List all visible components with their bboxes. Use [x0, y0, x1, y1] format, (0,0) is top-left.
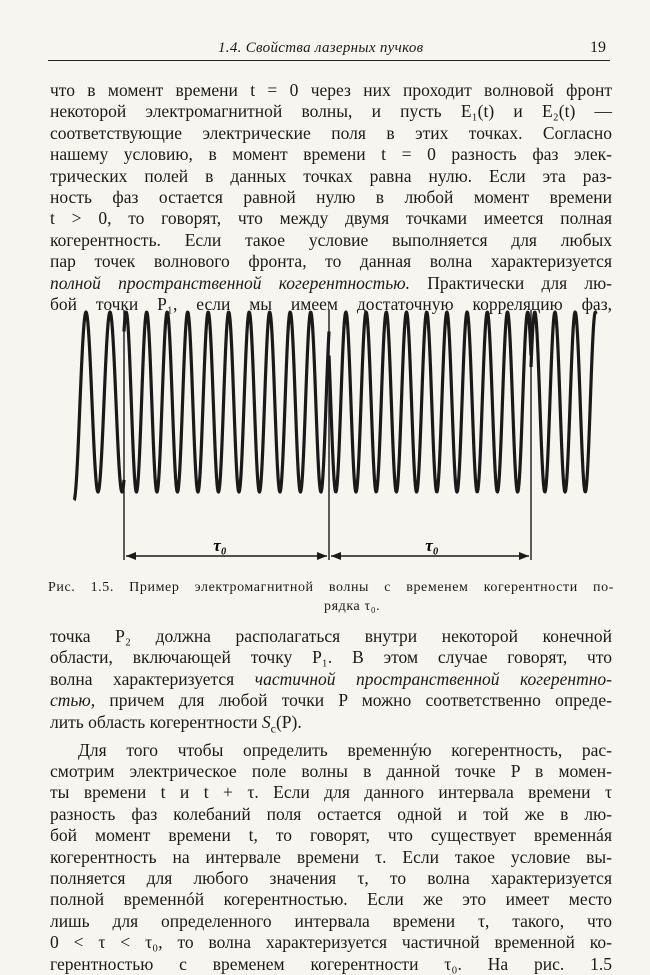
text-line: Для того чтобы определить временнýю когерентность, рас- — [78, 739, 612, 760]
text-line: герентностью с временем когерентности τ₀. На рис. 1.5 — [50, 953, 612, 974]
text-line: области, включающей точку P₁. В этом случае говорят, что — [50, 647, 612, 668]
wave-segment-2 — [124, 312, 329, 492]
text-line: ность фаз остается равной нулю в любой момент времени — [50, 187, 612, 208]
text-line: 0 < τ < τ₀, то волна характеризуется частичной временной ко- — [50, 932, 612, 953]
text-line: ты времени t и t + τ. Если для данного интервала времени τ — [50, 782, 612, 803]
text-line: разность фаз колебаний поля остается одной и той же в лю- — [50, 803, 612, 824]
text-line: нашему условию, в момент времени t = 0 разность фаз элек- — [50, 144, 612, 165]
text-line: лишь для определенного интервала времени τ, такого, что — [50, 910, 612, 931]
text-line: некоторой электромагнитной волны, и пусть E₁(t) и E₂(t) — — [50, 101, 612, 122]
text-line: t > 0, то говорят, что между двумя точками имеется полная — [50, 208, 612, 229]
text-line: полняется для любого значения τ, то волна характеризуется — [50, 867, 612, 888]
text-line: лить область когерентности $S_c(P)$. — [50, 711, 302, 736]
wave-figure — [60, 302, 600, 577]
text-line: бой момент времени t, то говорят, что существует временнáя — [50, 825, 612, 846]
text-line: когерентность. Если такое условие выполняется для любых — [50, 229, 612, 250]
wave-segment-3 — [329, 312, 531, 492]
wave-segment-1 — [74, 312, 124, 500]
text-line: полной пространственной когерентностью. Практически для лю- — [50, 272, 613, 293]
text-line: что в момент времени t = 0 через них проходит волновой фронт — [50, 80, 612, 100]
bottom-paragraphs — [50, 626, 612, 975]
caption-line-2: рядка τ₀. — [324, 599, 381, 614]
text-line: бой точки P₁, если мы имеем достаточную корреляцию фаз, — [50, 294, 612, 315]
text-line: соответствующие электрические поля в этих точках. Согласно — [50, 122, 612, 143]
text-line: смотрим электрическое поле волны в данной точке P в момен- — [50, 760, 612, 781]
text-line: трических полей в данных точках равна нулю. Если эта раз- — [50, 165, 612, 186]
running-head: 1.4. Свойства лазерных пучков — [218, 40, 424, 56]
wave-diagram — [60, 302, 600, 577]
caption-line-1: Рис. 1.5. Пример электромагнитной волны с временем когерентности по- — [48, 580, 614, 595]
page-number: 19 — [590, 39, 606, 56]
figure-caption — [48, 578, 614, 616]
page-header — [48, 38, 610, 61]
tau-label-2: τ₀ — [425, 536, 439, 555]
tau-label-1: τ₀ — [213, 536, 227, 555]
text-line: волна характеризуется частичной пространственной когерентно- — [50, 668, 612, 689]
text-line: полной временнóй когерентностью. Если же это имеет место — [50, 889, 612, 910]
text-line: пар точек волнового фронта, то данная волна характеризуется — [50, 251, 612, 272]
text-line: когерентность на интервале времени τ. Если такое условие вы- — [50, 846, 612, 867]
wave-segment-4 — [531, 312, 596, 492]
text-line: стью, причем для любой точки P можно соответственно опреде- — [50, 690, 612, 711]
top-paragraph — [50, 80, 612, 315]
text-line: точка P₂ должна располагаться внутри некоторой конечной — [50, 626, 612, 646]
